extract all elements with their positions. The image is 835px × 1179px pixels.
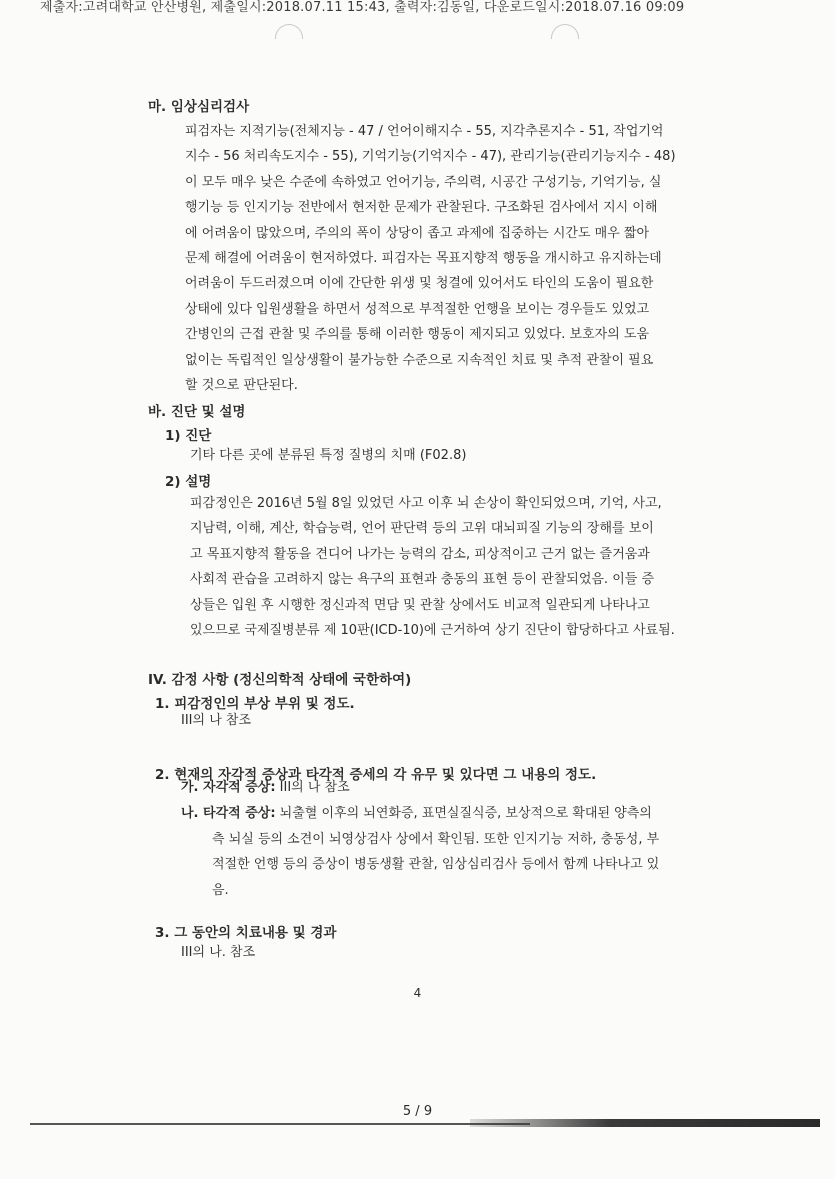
item2-title: 2. 현재의 자각적 증상과 타각적 증세의 각 유무 및 있다면 그 내용의 정도. [155, 767, 597, 783]
footer-page-indicator: 5 / 9 [402, 1104, 433, 1119]
item2-ga-text: III의 나 참조 [275, 780, 350, 795]
text-line: 적절한 언행 등의 증상이 병동생활 관찰, 임상심리검사 등에서 함께 나타나고 있 [212, 857, 660, 873]
item2-ga [181, 775, 350, 800]
text-line: 뇌출혈 이후의 뇌연화증, 표면실질식증, 보상적으로 확대된 양측의 [275, 806, 652, 821]
item2-ga-label: 가. 자각적 증상: [181, 780, 276, 795]
section-ma-title: 마. 임상심리검사 [148, 99, 250, 115]
text-line: 상태에 있다 입원생활을 하면서 성적으로 부적절한 언행을 보이는 경우들도 있었고 [185, 301, 650, 317]
document-header: 제출자:고려대학교 안산병원, 제출일시:2018.07.11 15:43, 출력자:김동일, 다운로드일시:2018.07.16 09:09 [40, 0, 685, 15]
section-iv-title: IV. 감정 사항 (정신의학적 상태에 국한하여) [148, 672, 412, 688]
diagnosis-text: 기타 다른 곳에 분류된 특정 질병의 치매 (F02.8) [190, 448, 467, 463]
explanation-subtitle: 2) 설명 [165, 474, 212, 490]
text-line: 지수 - 56 처리속도지수 - 55), 기억기능(기억지수 - 47), 관리기능(관리기능지수 - 48) [185, 149, 676, 165]
explanation-body [190, 491, 675, 643]
text-line: 지남력, 이해, 계산, 학습능력, 언어 판단력 등의 고위 대뇌피질 기능의 장해를 보이 [190, 521, 654, 537]
text-line: 측 뇌실 등의 소견이 뇌영상검사 상에서 확인됨. 또한 인지기능 저하, 충동성, 부 [212, 832, 660, 847]
item3-text: III의 나. 참조 [181, 945, 256, 960]
item2-na-continued [212, 827, 659, 903]
punch-hole-mark [275, 24, 303, 39]
text-line: 피감정인은 2016년 5월 8일 있었던 사고 이후 뇌 손상이 확인되었으며, 기억, 사고, [190, 496, 662, 511]
text-line: 사회적 관습을 고려하지 않는 욕구의 표현과 충동의 표현 등이 관찰되었음. 이들 증 [190, 572, 655, 588]
text-line: 어려움이 두드러졌으며 이에 간단한 위생 및 청결에 있어서도 타인의 도움이 필요한 [185, 276, 654, 292]
diagnosis-subtitle: 1) 진단 [165, 428, 212, 444]
punch-hole-mark [551, 24, 579, 39]
text-line: 간병인의 근접 관찰 및 주의를 통해 이러한 행동이 제지되고 있었다. 보호자의 도움 [185, 327, 650, 343]
text-line: 할 것으로 판단된다. [185, 378, 298, 394]
text-line: 상들은 입원 후 시행한 정신과적 면담 및 관찰 상에서도 비교적 일관되게 나타나고 [190, 597, 650, 613]
item2-na-label: 나. 타각적 증상: [181, 806, 276, 821]
text-line: 이 모두 매우 낮은 수준에 속하였고 언어기능, 주의력, 시공간 구성기능, 기억기능, 실 [185, 174, 662, 190]
text-line: 에 어려움이 많았으며, 주의의 폭이 상당이 좁고 과제에 집중하는 시간도 매우 짧아 [185, 225, 650, 241]
section-ma-body [185, 119, 676, 398]
text-line: 음. [212, 882, 229, 898]
text-line: 문제 해결에 어려움이 현저하였다. 피검자는 목표지향적 행동을 개시하고 유지하는데 [185, 251, 662, 267]
page-number: 4 [413, 986, 422, 1000]
text-line: 행기능 등 인지기능 전반에서 현저한 문제가 관찰된다. 구조화된 검사에서 지시 이해 [185, 200, 658, 216]
section-ba-title: 바. 진단 및 설명 [148, 404, 246, 420]
item2-na [181, 801, 652, 826]
item1-title: 1. 피감정인의 부상 부위 및 정도. [155, 696, 355, 712]
text-line: 고 목표지향적 활동을 견디어 나가는 능력의 감소, 피상적이고 근거 없는 즐거움과 [190, 546, 650, 562]
footer-rule-thin [30, 1123, 530, 1125]
footer-rule-thick [470, 1119, 820, 1127]
text-line: 없이는 독립적인 일상생활이 불가능한 수준으로 지속적인 치료 및 추적 관찰이 필요 [185, 352, 654, 368]
footer-bar [30, 1118, 820, 1128]
item3-title: 3. 그 동안의 치료내용 및 경과 [155, 925, 337, 941]
item1-text: III의 나 참조 [181, 713, 251, 728]
text-line: 피검자는 지적기능(전체지능 - 47 / 언어이해지수 - 55, 지각추론지수 - 51, 작업기억 [185, 124, 664, 139]
text-line: 있으므로 국제질병분류 제 10판(ICD-10)에 근거하여 상기 진단이 합당하다고 사료됨. [190, 623, 675, 639]
